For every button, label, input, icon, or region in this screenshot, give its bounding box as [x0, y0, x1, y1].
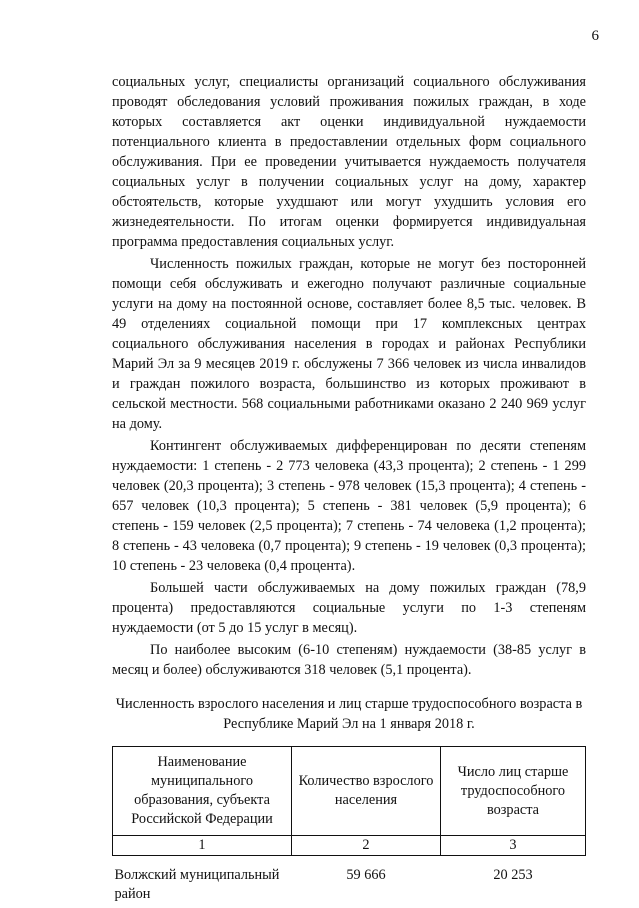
- paragraph-3: Контингент обслуживаемых дифференцирован по десяти степеням нуждаемости: 1 степень - 2 773 человека (43,3 процента); 2 степень - 1 299 человек (20,3 процента); 3 степень - 978 человек (15,3 процента); 4 степень - 657 человек (10,3 процента); 5 степень - 381 человек (5,9 процента); 6 степень - 159 человек (2,5 процента); 7 степень - 74 человека (1,2 процента); 8 степень - 43 человека (0,7 процента); 9 степень - 19 человек (0,3 процента); 10 степень - 23 человека (0,4 процента).: [112, 436, 586, 576]
- table-header-row: [113, 747, 586, 836]
- paragraph-5: По наиболее высоким (6-10 степеням) нуждаемости (38-85 услуг в месяц и более) обслуживаются 318 человек (5,1 процента).: [112, 640, 586, 680]
- cell-adult-population: 59 666: [292, 856, 441, 908]
- column-header-elderly-population: Число лиц старше трудоспособного возраста: [441, 747, 586, 836]
- column-index: 1: [113, 836, 292, 856]
- cell-elderly-population: 20 253: [441, 856, 586, 908]
- paragraph-4: Большей части обслуживаемых на дому пожилых граждан (78,9 процента) предоставляются социальные услуги по 1-3 степеням нуждаемости (от 5 до 15 услуг в месяц).: [112, 578, 586, 638]
- column-header-adult-population: Количество взрослого населения: [292, 747, 441, 836]
- page-number: 6: [592, 28, 600, 45]
- cell-municipality: Волжский муниципальный район: [113, 856, 292, 908]
- document-body: [112, 72, 586, 908]
- table-title: Численность взрослого населения и лиц старше трудоспособного возраста в Республике Марий Эл на 1 января 2018 г.: [112, 694, 586, 734]
- column-index: 3: [441, 836, 586, 856]
- table-row: [113, 856, 586, 908]
- table-index-row: [113, 836, 586, 856]
- paragraph-1: социальных услуг, специалисты организаций социального обслуживания проводят обследования условий проживания пожилых граждан, в ходе которых составляется акт оценки индивидуальной нуждаемости потенциального клиента в предоставлении отдельных форм социального обслуживания. При ее проведении учитывается нуждаемость получателя социальных услуг в получении социальных услуг на дому, характер обстоятельств, которые ухудшают или могут ухудшить условия его жизнедеятельности. По итогам оценки формируется индивидуальная программа предоставления социальных услуг.: [112, 72, 586, 252]
- column-header-name: Наименование муниципального образования, субъекта Российской Федерации: [113, 747, 292, 836]
- column-index: 2: [292, 836, 441, 856]
- population-table: [112, 746, 586, 908]
- paragraph-2: Численность пожилых граждан, которые не могут без посторонней помощи себя обслуживать и ежегодно получают различные социальные услуги на дому на постоянной основе, составляет более 8,5 тыс. человек. В 49 отделениях социальной помощи при 17 комплексных центрах социального обслуживания населения в городах и районах Республики Марий Эл за 9 месяцев 2019 г. обслужены 7 366 человек из числа инвалидов и граждан пожилого возраста, большинство из которых проживают в сельской местности. 568 социальными работниками оказано 2 240 969 услуг на дому.: [112, 254, 586, 434]
